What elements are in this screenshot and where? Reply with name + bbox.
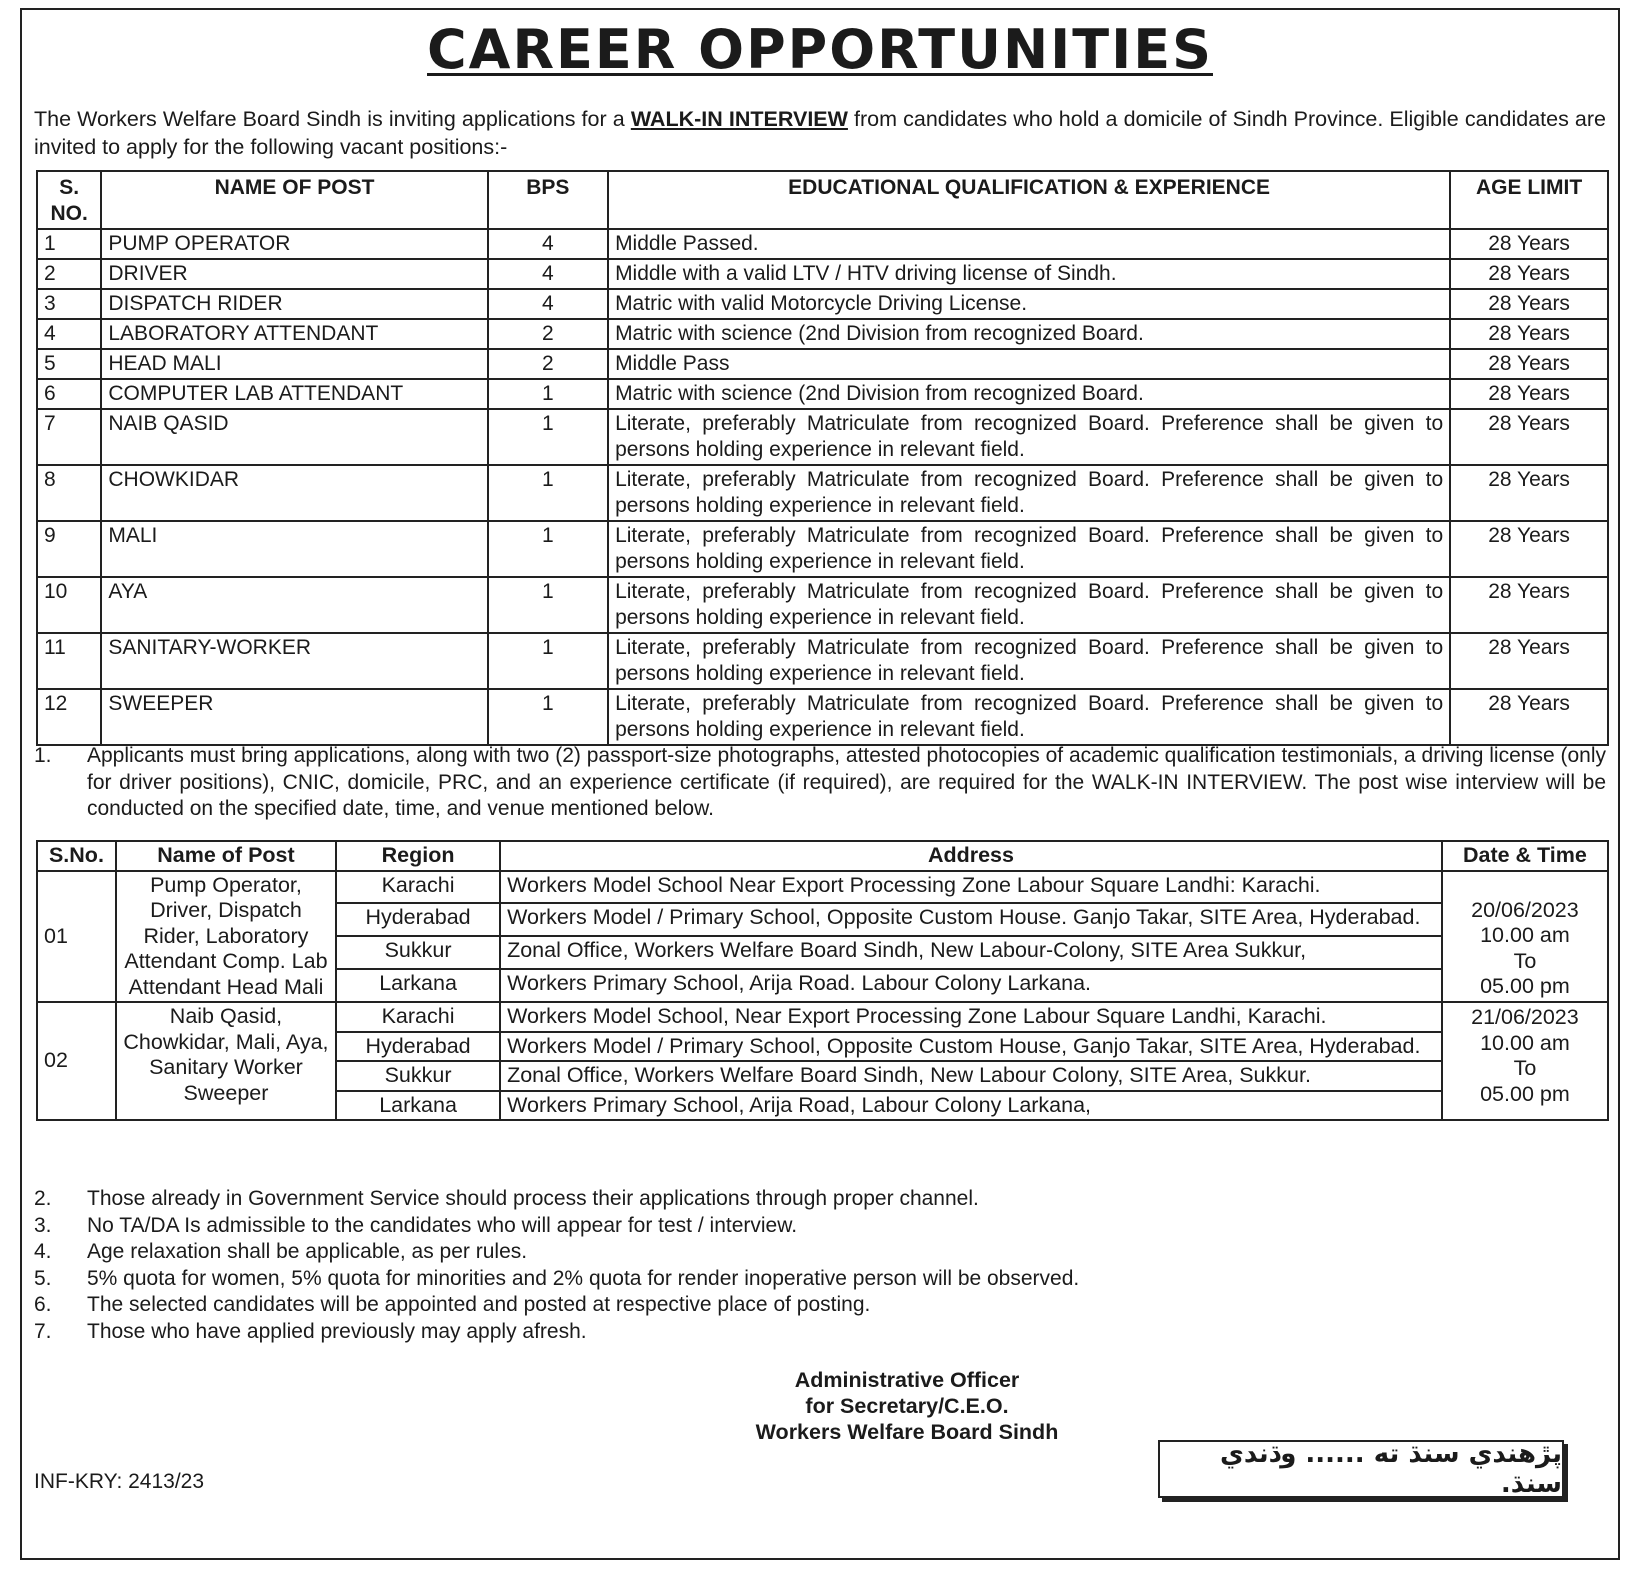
cell-address: Zonal Office, Workers Welfare Board Sindh, New Labour Colony, SITE Area, Sukkur. [500,1061,1442,1091]
cell-qualification: Literate, preferably Matriculate from recognized Board. Preference shall be given to persons holding experience in relevant field. [608,633,1450,689]
cell-post-name: NAIB QASID [101,409,487,465]
table-row [37,319,1608,349]
posts-table-body [37,229,1608,745]
cell-region: Larkana [336,969,500,1002]
note-number: 2. [34,1187,52,1210]
cell-date-time [1442,871,1608,1003]
cell-age-limit: 28 Years [1450,379,1608,409]
walk-in-interview-highlight: WALK-IN INTERVIEW [630,107,848,131]
date-time-from: 10.00 am [1480,1030,1570,1055]
posts-table-header [37,171,1608,229]
cell-qualification: Matric with science (2nd Division from recognized Board. [608,379,1450,409]
cell-address: Workers Primary School, Arija Road. Labour Colony Larkana. [500,969,1442,1002]
signature-organization: Workers Welfare Board Sindh [755,1420,1059,1444]
list-item [34,1319,1606,1346]
list-item [34,1292,1606,1319]
cell-bps: 1 [488,409,608,465]
cell-post-name: PUMP OPERATOR [101,229,487,259]
note-number: 5. [34,1266,52,1290]
title-text: CAREER OPPORTUNITIES [427,18,1213,81]
header-bps: BPS [488,171,608,229]
cell-address: Workers Model School Near Export Processing Zone Labour Square Landhi: Karachi. [500,871,1442,904]
page-title [22,18,1618,81]
intro-text-start: The Workers Welfare Board Sindh is inviting applications for a [34,107,631,131]
cell-address: Workers Primary School, Arija Road, Labour Colony Larkana, [500,1091,1442,1121]
cell-qualification: Literate, preferably Matriculate from recognized Board. Preference shall be given to persons holding experience in relevant field. [608,689,1450,745]
list-item [34,1266,1606,1293]
cell-bps: 4 [488,289,608,319]
header-qualification: EDUCATIONAL QUALIFICATION & EXPERIENCE [608,171,1450,229]
cell-sno: 9 [37,521,101,577]
cell-qualification: Literate, preferably Matriculate from recognized Board. Preference shall be given to persons holding experience in relevant field. [608,465,1450,521]
cell-post-name: SWEEPER [101,689,487,745]
note-1 [34,743,1606,823]
list-item [34,1186,1606,1213]
list-item [34,1213,1606,1240]
schedule-table [36,840,1609,1121]
cell-sno: 12 [37,689,101,745]
cell-region: Karachi [336,871,500,904]
cell-post-name: DRIVER [101,259,487,289]
cell-sno: 10 [37,577,101,633]
posts-table [36,170,1609,746]
header-name-of-post: NAME OF POST [101,171,487,229]
cell-bps: 1 [488,379,608,409]
table-row [37,521,1608,577]
cell-age-limit: 28 Years [1450,689,1608,745]
table-row [37,349,1608,379]
table-row [37,871,1608,904]
date-time-to-label: To [1513,1056,1537,1080]
cell-sno: 1 [37,229,101,259]
cell-sno: 4 [37,319,101,349]
header-sno: S. NO. [37,171,101,229]
cell-age-limit: 28 Years [1450,229,1608,259]
intro-paragraph [34,105,1606,161]
cell-age-limit: 28 Years [1450,633,1608,689]
note-text: Those who have applied previously may apply afresh. [87,1319,587,1343]
cell-post-name: DISPATCH RIDER [101,289,487,319]
cell-bps: 2 [488,319,608,349]
note-text: No TA/DA Is admissible to the candidates who will appear for test / interview. [87,1213,798,1237]
cell-post-name: LABORATORY ATTENDANT [101,319,487,349]
cell-bps: 4 [488,259,608,289]
cell-qualification: Literate, preferably Matriculate from recognized Board. Preference shall be given to persons holding experience in relevant field. [608,577,1450,633]
cell-bps: 1 [488,521,608,577]
notes-list [34,1186,1606,1345]
cell-qualification: Middle Passed. [608,229,1450,259]
intro-text-end: from candidates who hold a domicile of Sindh Province. Eligible candidates are invited to apply for the following vacant positions:- [34,107,1607,159]
table-row [37,379,1608,409]
table-row [37,409,1608,465]
table-row [37,229,1608,259]
cell-qualification: Matric with valid Motorcycle Driving License. [608,289,1450,319]
note-text: 5% quota for women, 5% quota for minorities and 2% quota for render inoperative person will be observed. [87,1266,1080,1290]
cell-region: Karachi [336,1002,500,1032]
sindhi-slogan-text: پڙهندي سنڌ ته ...... وڌندي سنڌ. [1220,1439,1562,1499]
table-row [37,1002,1608,1032]
cell-qualification: Middle Pass [608,349,1450,379]
header-name-of-post: Name of Post [116,841,336,871]
cell-post-name: CHOWKIDAR [101,465,487,521]
cell-post-name: AYA [101,577,487,633]
note-text: Those already in Government Service should process their applications through proper channel. [87,1187,979,1210]
cell-post-name: MALI [101,521,487,577]
cell-bps: 2 [488,349,608,379]
cell-bps: 1 [488,577,608,633]
cell-age-limit: 28 Years [1450,289,1608,319]
date-time-to-label: To [1513,948,1537,973]
cell-post-name: COMPUTER LAB ATTENDANT [101,379,487,409]
list-item [34,1239,1606,1266]
note-number: 6. [34,1293,52,1316]
cell-qualification: Matric with science (2nd Division from recognized Board. [608,319,1450,349]
signature-block [22,1367,1642,1445]
cell-sno: 8 [37,465,101,521]
cell-bps: 4 [488,229,608,259]
date-time-date: 21/06/2023 [1471,1005,1579,1029]
cell-address: Workers Model / Primary School, Opposite Custom House, Ganjo Takar, SITE Area, Hyderabad. [500,1032,1442,1062]
cell-age-limit: 28 Years [1450,349,1608,379]
cell-sno: 01 [37,871,116,1003]
date-time-from: 10.00 am [1480,923,1570,947]
cell-age-limit: 28 Years [1450,319,1608,349]
date-time-date: 20/06/2023 [1471,897,1579,922]
note-number: 3. [34,1213,52,1237]
cell-post-names: Pump Operator, Driver, Dispatch Rider, Laboratory Attendant Comp. Lab Attendant Head Mali [116,871,336,1003]
cell-region: Hyderabad [336,1032,500,1062]
cell-region: Larkana [336,1091,500,1121]
header-age-limit: AGE LIMIT [1450,171,1608,229]
cell-sno: 2 [37,259,101,289]
cell-sno: 3 [37,289,101,319]
header-address: Address [500,841,1442,871]
cell-age-limit: 28 Years [1450,409,1608,465]
cell-qualification: Literate, preferably Matriculate from recognized Board. Preference shall be given to persons holding experience in relevant field. [608,521,1450,577]
cell-sno: 5 [37,349,101,379]
cell-age-limit: 28 Years [1450,521,1608,577]
advertisement-page [20,8,1620,1560]
cell-region: Sukkur [336,936,500,969]
cell-bps: 1 [488,465,608,521]
cell-bps: 1 [488,689,608,745]
schedule-table-header [37,841,1608,871]
cell-region: Sukkur [336,1061,500,1091]
note-number: 1. [34,744,52,767]
header-date-time: Date & Time [1442,841,1608,871]
sindhi-slogan-box [1158,1440,1564,1498]
cell-region: Hyderabad [336,903,500,936]
cell-post-name: HEAD MALI [101,349,487,379]
date-time-to: 05.00 pm [1480,974,1570,998]
note-number: 7. [34,1319,52,1343]
cell-qualification: Middle with a valid LTV / HTV driving license of Sindh. [608,259,1450,289]
table-row [37,289,1608,319]
cell-sno: 11 [37,633,101,689]
schedule-table-body [37,871,1608,1121]
table-row [37,465,1608,521]
cell-age-limit: 28 Years [1450,465,1608,521]
table-row [37,577,1608,633]
cell-date-time [1442,1002,1608,1120]
cell-sno: 7 [37,409,101,465]
cell-post-name: SANITARY-WORKER [101,633,487,689]
cell-post-names: Naib Qasid, Chowkidar, Mali, Aya, Sanitary Worker Sweeper [116,1002,336,1120]
cell-sno: 6 [37,379,101,409]
date-time-to: 05.00 pm [1480,1081,1570,1106]
header-region: Region [336,841,500,871]
note-text: Age relaxation shall be applicable, as per rules. [87,1240,528,1263]
cell-bps: 1 [488,633,608,689]
signature-title: Administrative Officer [794,1368,1020,1392]
cell-qualification: Literate, preferably Matriculate from recognized Board. Preference shall be given to persons holding experience in relevant field. [608,409,1450,465]
note-number: 4. [34,1240,52,1263]
header-sno: S.No. [37,841,116,871]
cell-sno: 02 [37,1002,116,1120]
cell-address: Workers Model / Primary School, Opposite Custom House. Ganjo Takar, SITE Area, Hyderabad. [500,903,1442,936]
reference-number: INF-KRY: 2413/23 [34,1470,205,1493]
cell-age-limit: 28 Years [1450,577,1608,633]
note-text: The selected candidates will be appointed and posted at respective place of posting. [87,1293,871,1316]
table-row [37,259,1608,289]
table-row [37,689,1608,745]
table-row [37,633,1608,689]
signature-for: for Secretary/C.E.O. [805,1394,1009,1418]
cell-address: Zonal Office, Workers Welfare Board Sindh, New Labour-Colony, SITE Area Sukkur, [500,936,1442,969]
note-text: Applicants must bring applications, along with two (2) passport-size photographs, attested photocopies of academic qualification testimonials, a driving license (only for driver positions), CNIC, domicile, PRC, and an experience certificate (if required), are required for the WALK-IN INTERVIEW. The post wise interview will be conducted on the specified date, time, and venue mentioned below. [87,744,1606,820]
cell-address: Workers Model School, Near Export Processing Zone Labour Square Landhi, Karachi. [500,1002,1442,1032]
cell-age-limit: 28 Years [1450,259,1608,289]
